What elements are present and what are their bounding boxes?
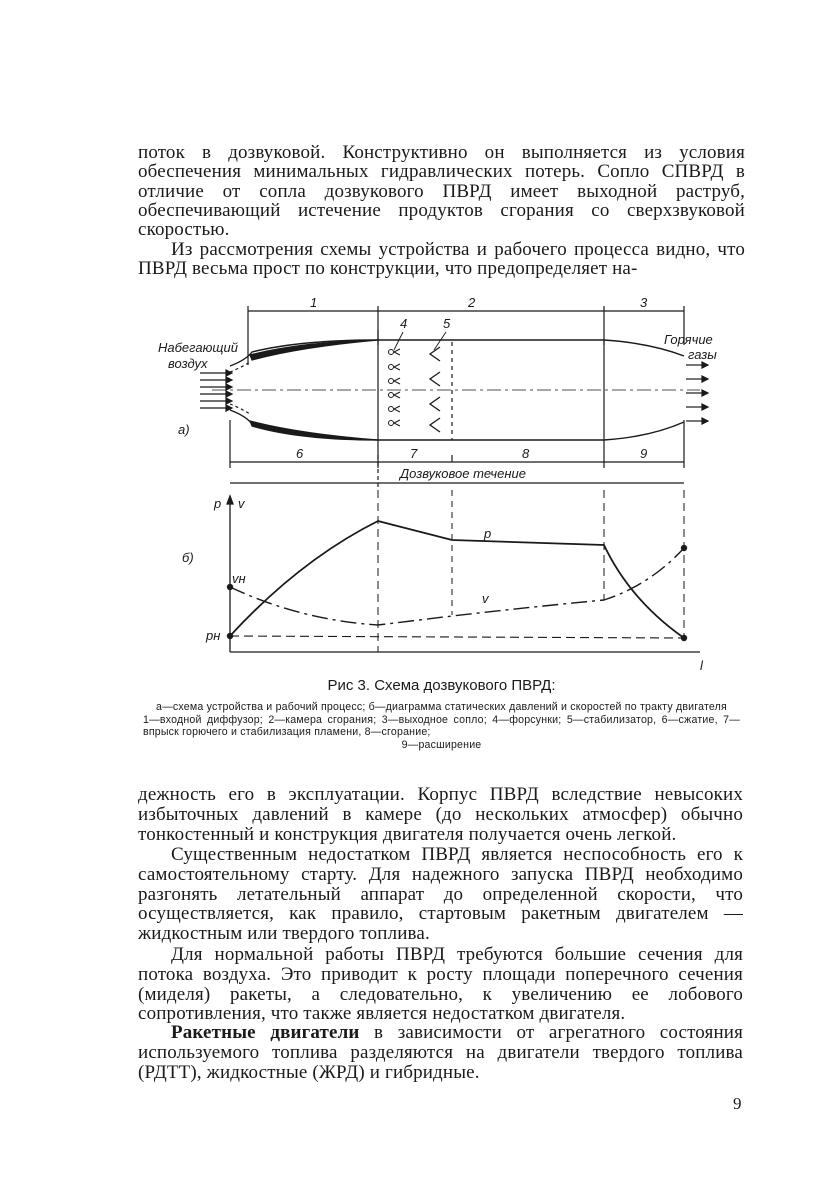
injectors bbox=[389, 349, 401, 426]
figure-caption-text bbox=[143, 701, 740, 751]
p-n-label: pн bbox=[206, 628, 221, 643]
caption-line-3: 9—расширение bbox=[401, 738, 482, 751]
part-a-label: а) bbox=[178, 422, 190, 437]
hot-gases-label: Горячие bbox=[664, 332, 713, 347]
hot-gases-label-2: газы bbox=[688, 347, 717, 362]
hot-gas-arrows bbox=[686, 362, 708, 424]
pn-baseline bbox=[230, 636, 684, 638]
incoming-air-arrows bbox=[200, 370, 232, 411]
dim-label-4: 4 bbox=[400, 316, 408, 331]
page-number: 9 bbox=[733, 1094, 742, 1113]
paragraph-1: поток в дозвуковой. Конструктивно он выполняется из условия обеспечения минимальных гидравлических потерь. Сопло СПВРД в отличие от сопла дозвукового ПВРД имеет выходной раструб, обеспечивающий истечение продуктов сгорания со сверхзвуковой скоростью. bbox=[138, 142, 745, 241]
paragraph-2: Из рассмотрения схемы устройства и рабочего процесса видно, что ПВРД весьма прост по конструкции, что предопределяет на- bbox=[138, 239, 745, 280]
subsonic-flow-label: Дозвуковое течение bbox=[400, 466, 526, 481]
axis-l-label: l bbox=[700, 658, 703, 673]
paragraph-6-text: в зависимости от агрегатного состояния используемого топлива разделяются на двигатели твердого топлива (РДТТ), жидкостные (ЖРД) и гибридные. bbox=[138, 1022, 744, 1083]
curve-v-label: v bbox=[482, 591, 489, 606]
paragraph-4: Существенным недостатком ПВРД является неспособность его к самостоятельному старту. Для надежного запуска ПВРД необходимо разгонять летательный аппарат до определенной скорости, что осуществляется, как правило, стартовым ракетным двигателем — жидкостным или твердого топлива. bbox=[138, 844, 743, 945]
dim-label-6: 6 bbox=[296, 446, 304, 461]
paragraph-5: Для нормальной работы ПВРД требуются большие сечения для потока воздуха. Это приводит к росту площади поперечного сечения (миделя) ракеты, а следовательно, к увеличению ее лобового сопротивления, что также является недостатком двигателя. bbox=[138, 944, 743, 1025]
inlet-dashed bbox=[230, 362, 250, 372]
part-b-label: б) bbox=[182, 550, 194, 565]
dim-label-8: 8 bbox=[522, 446, 530, 461]
figure-caption-title: Рис 3. Схема дозвукового ПВРД: bbox=[327, 677, 556, 694]
engine-upper-wall bbox=[230, 340, 684, 366]
flame-stabilizers bbox=[430, 347, 440, 432]
incoming-air-label-2: воздух bbox=[168, 356, 208, 371]
curve-p-label: p bbox=[484, 526, 492, 541]
dim-label-7: 7 bbox=[410, 446, 418, 461]
paragraph-6 bbox=[138, 1023, 743, 1082]
dim-label-5: 5 bbox=[443, 316, 451, 331]
incoming-air-label: Набегающий bbox=[158, 340, 238, 355]
velocity-curve bbox=[230, 548, 684, 625]
inlet-dashed bbox=[230, 404, 250, 414]
paragraph-6-bold: Ракетные двигатели bbox=[171, 1022, 360, 1043]
diffuser-lower-wall bbox=[250, 421, 378, 440]
caption-line-1: а—схема устройства и рабочий процесс; б—диаграмма статических давлений и скоростей по тракту двигателя bbox=[156, 701, 727, 713]
dim-label-1: 1 bbox=[310, 295, 318, 310]
axis-p-label: p bbox=[214, 496, 222, 511]
v-n-label: vн bbox=[232, 571, 246, 586]
paragraph-3: дежность его в эксплуатации. Корпус ПВРД вследствие невысоких избыточных давлений в камере (до нескольких атмосфер) обычно тонкостенный и конструкция двигателя получается очень легкой. bbox=[138, 784, 743, 845]
dim-label-3: 3 bbox=[640, 295, 648, 310]
caption-line-2: 1—входной диффузор; 2—камера сгорания; 3—выходное сопло; 4—форсунки; 5—стабилизатор, 6—сжатие, 7—впрыск горючего и стабилизация пламени, 8—сгорание; bbox=[143, 713, 740, 739]
pressure-curve bbox=[230, 521, 684, 638]
dim-label-2: 2 bbox=[468, 295, 476, 310]
axis-v-label: v bbox=[238, 496, 245, 511]
dim-label-9: 9 bbox=[640, 446, 648, 461]
